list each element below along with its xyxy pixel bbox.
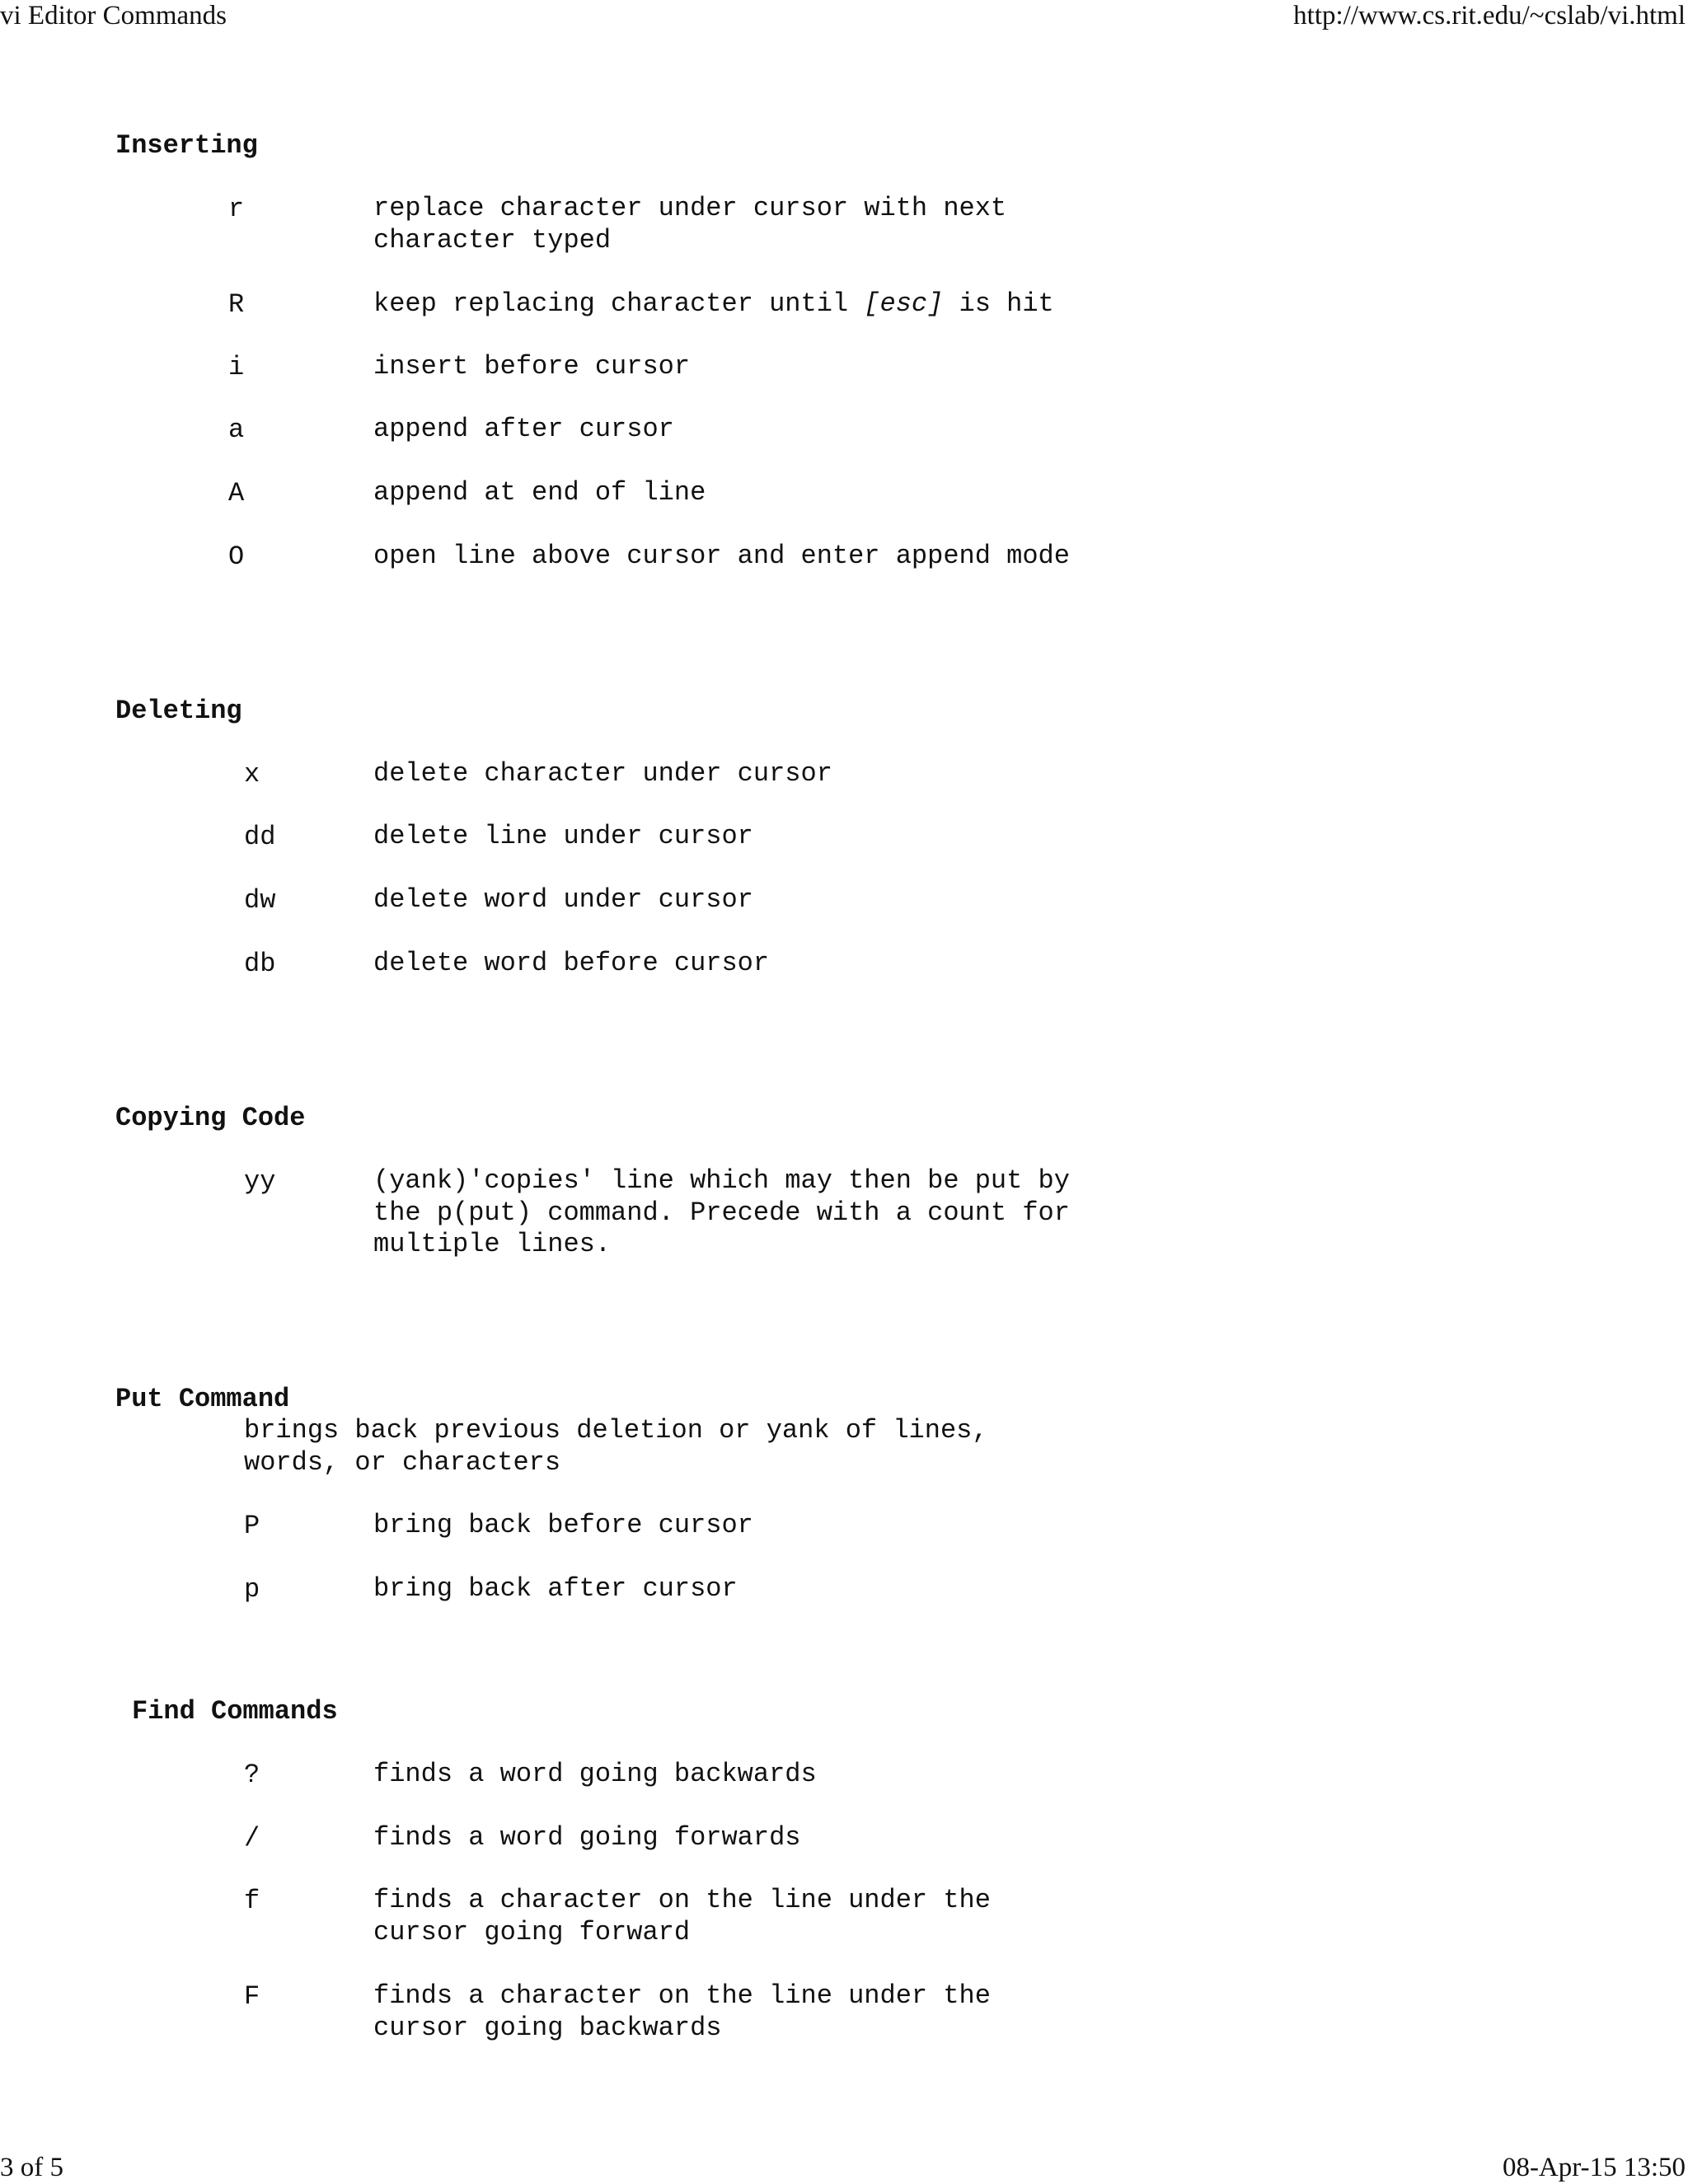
section-heading-deleting: Deleting (115, 696, 242, 726)
section-intro: brings back previous deletion or yank of lines, words, or characters (244, 1415, 988, 1478)
command-key: dw (244, 885, 276, 916)
command-description: open line above cursor and enter append mode (373, 541, 1070, 571)
section-heading-put: Put Command (115, 1384, 290, 1414)
command-description: finds a word going forwards (373, 1822, 801, 1853)
esc-key-text: [esc] (864, 288, 944, 319)
section-heading-find: Find Commands (132, 1696, 338, 1727)
command-description: bring back before cursor (373, 1510, 753, 1540)
command-description: insert before cursor (373, 351, 691, 382)
page-header-title: vi Editor Commands (0, 1, 227, 30)
command-key: dd (244, 822, 276, 852)
command-description: finds a word going backwards (373, 1759, 817, 1789)
page-header-url: http://www.cs.rit.edu/~cslab/vi.html (1293, 1, 1686, 30)
command-key: r (228, 194, 245, 224)
command-description: finds a character on the line under the cursor going backwards (373, 1980, 991, 2043)
command-key: P (244, 1511, 260, 1541)
command-key: i (228, 352, 245, 382)
command-key: F (244, 1981, 260, 2012)
command-key: yy (244, 1166, 276, 1197)
command-description: (yank)'copies' line which may then be put by the p(put) command. Precede with a count for multiple lines. (373, 1165, 1070, 1259)
section-heading-copying: Copying Code (115, 1103, 306, 1133)
command-description: append after cursor (373, 414, 674, 444)
command-description: delete word under cursor (373, 884, 753, 915)
description-text: keep replacing character until (373, 288, 865, 319)
command-key: a (228, 415, 245, 445)
page-footer-datetime: 08-Apr-15 13:50 (1502, 2153, 1686, 2182)
page-footer-page-number: 3 of 5 (0, 2153, 63, 2182)
command-description: delete character under cursor (373, 758, 832, 789)
command-description: bring back after cursor (373, 1573, 738, 1604)
command-key: f (244, 1886, 260, 1916)
command-key: / (244, 1823, 260, 1854)
description-text: is hit (943, 288, 1054, 319)
command-description: replace character under cursor with next character typed (373, 193, 1007, 255)
command-key: ? (244, 1760, 260, 1790)
command-description: finds a character on the line under the cursor going forward (373, 1885, 991, 1947)
command-key: db (244, 949, 276, 979)
section-heading-inserting: Inserting (115, 130, 258, 161)
command-key: A (228, 478, 245, 509)
command-key: p (244, 1574, 260, 1605)
command-description: delete line under cursor (373, 821, 753, 851)
command-description: delete word before cursor (373, 948, 770, 978)
command-key: O (228, 541, 245, 572)
command-key: R (228, 289, 245, 320)
command-key: x (244, 759, 260, 790)
command-description: append at end of line (373, 477, 706, 508)
command-description (373, 288, 1054, 321)
